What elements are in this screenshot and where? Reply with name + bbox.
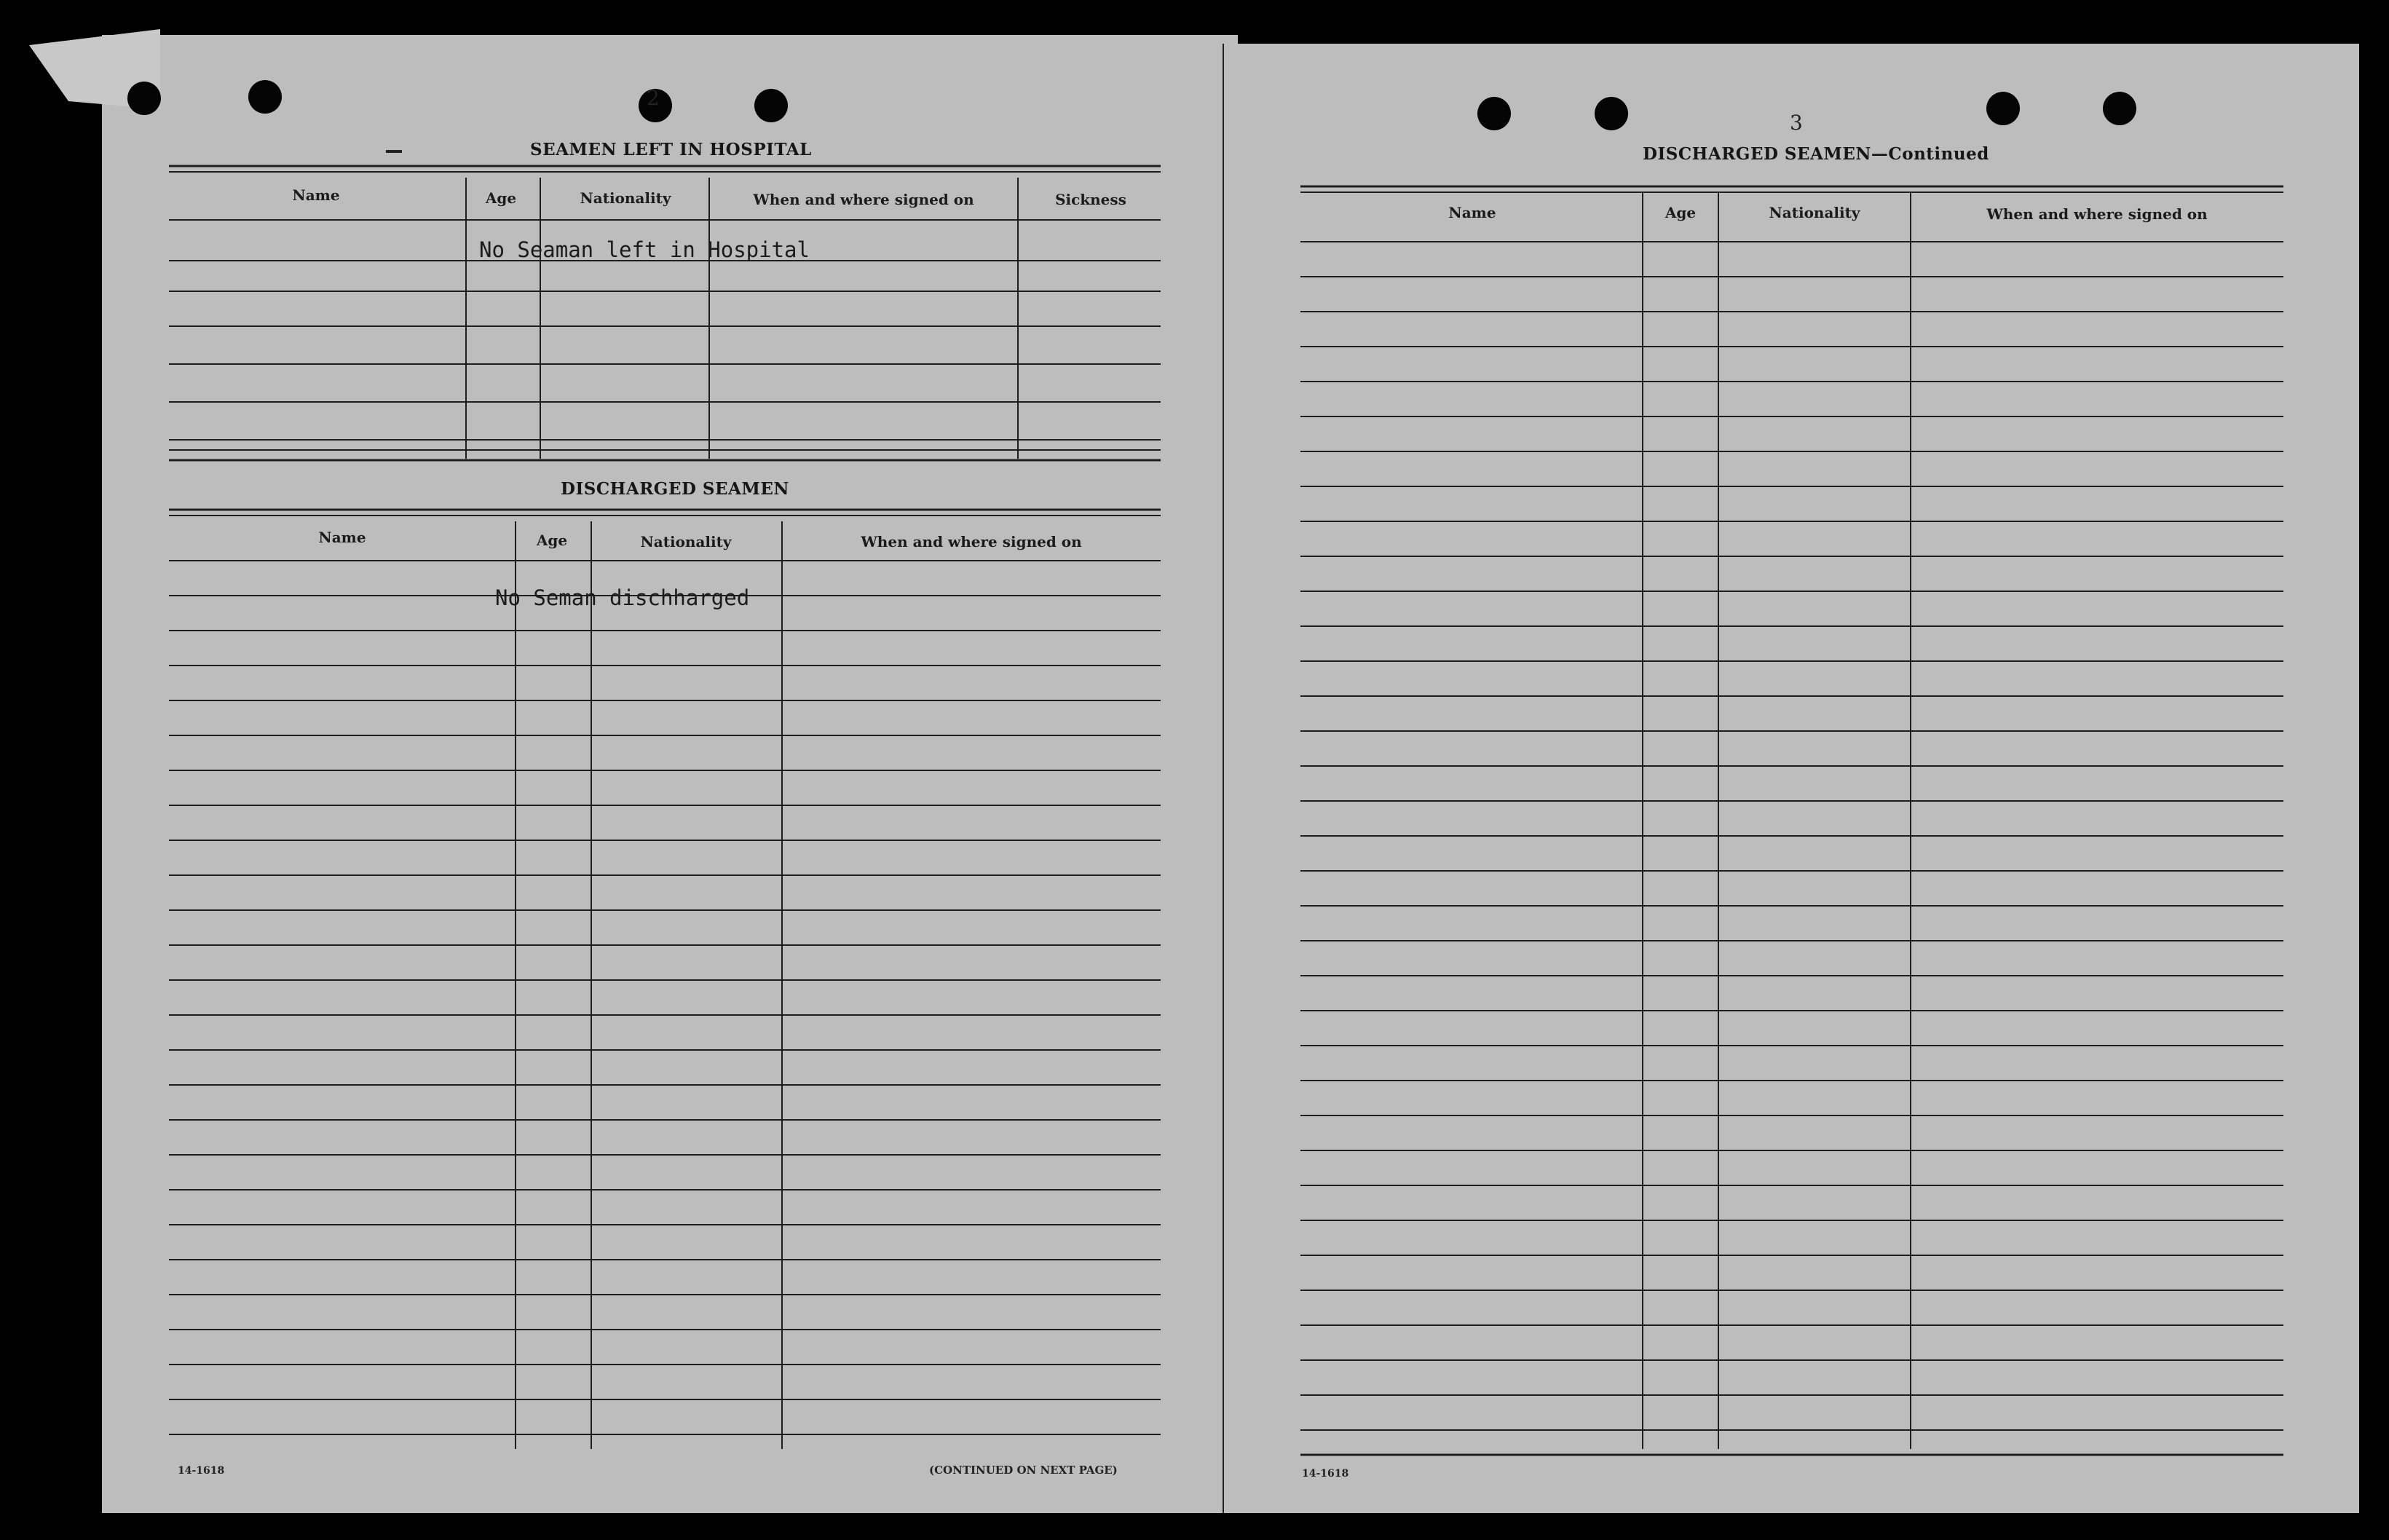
column-header-name: Name (292, 186, 340, 204)
column-header-signed-on: When and where signed on (861, 533, 1082, 550)
column-header-age: Age (1665, 204, 1697, 221)
page-number: 3 (1790, 111, 1803, 135)
hospital-typed-entry: No Seaman left in Hospital (479, 237, 810, 262)
page-number: 2 (647, 86, 660, 110)
column-header-name: Name (1448, 204, 1496, 221)
form-number: 14-1618 (1302, 1468, 1349, 1480)
column-header-age: Age (485, 189, 517, 207)
column-header-nationality: Nationality (1769, 204, 1860, 221)
discharged-section-title: DISCHARGED SEAMEN (561, 479, 789, 499)
column-header-signed-on: When and where signed on (753, 191, 974, 208)
column-header-age: Age (536, 532, 568, 549)
margin-dash (386, 150, 402, 153)
hospital-section-title: SEAMEN LEFT IN HOSPITAL (530, 140, 812, 159)
column-header-nationality: Nationality (640, 533, 732, 550)
form-number: 14-1618 (178, 1465, 225, 1477)
column-header-signed-on: When and where signed on (1986, 205, 2208, 223)
column-header-sickness: Sickness (1055, 191, 1126, 208)
column-header-nationality: Nationality (580, 189, 671, 207)
continued-note: (CONTINUED ON NEXT PAGE) (929, 1464, 1118, 1477)
column-header-name: Name (318, 529, 366, 546)
discharged-typed-entry: No Seman dischharged (495, 585, 750, 610)
right-section-title: DISCHARGED SEAMEN—Continued (1643, 144, 1989, 164)
